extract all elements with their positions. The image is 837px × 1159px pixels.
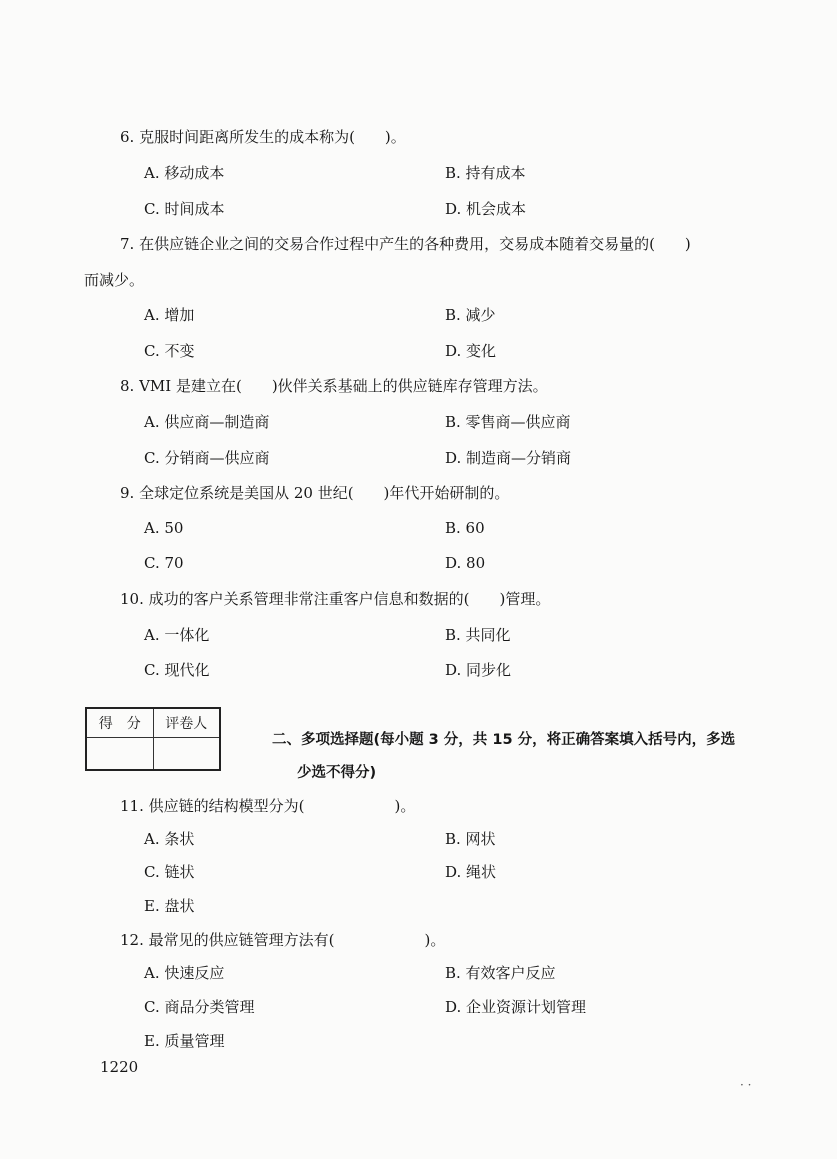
score-cell (86, 738, 153, 771)
option-6a: A. 移动成本 (144, 164, 225, 182)
question-7-continuation: 而减少。 (84, 271, 145, 289)
option-10b: B. 共同化 (445, 626, 511, 644)
option-7d: D. 变化 (445, 342, 497, 360)
option-8a: A. 供应商—制造商 (144, 413, 270, 431)
section-2-heading: 二、多项选择题(每小题 3 分，共 15 分，将正确答案填入括号内，多选 (272, 732, 736, 748)
option-8c: C. 分销商—供应商 (144, 449, 270, 467)
question-10: 10. 成功的客户关系管理非常注重客户信息和数据的( )管理。 (120, 590, 551, 608)
option-12c: C. 商品分类管理 (144, 998, 255, 1016)
question-6: 6. 克服时间距离所发生的成本称为( )。 (120, 128, 406, 146)
option-9d: D. 80 (445, 554, 486, 572)
section-2-heading-cont: 少选不得分) (297, 765, 377, 781)
option-12a: A. 快速反应 (144, 964, 225, 982)
option-12d: D. 企业资源计划管理 (445, 998, 587, 1016)
option-7a: A. 增加 (144, 306, 195, 324)
question-9: 9. 全球定位系统是美国从 20 世纪( )年代开始研制的。 (120, 484, 510, 502)
footer-marks: · · (740, 1078, 752, 1092)
option-11e: E. 盘状 (144, 897, 195, 915)
option-6b: B. 持有成本 (445, 164, 526, 182)
option-12b: B. 有效客户反应 (445, 964, 556, 982)
option-11d: D. 绳状 (445, 863, 497, 881)
grader-label: 评卷人 (153, 708, 220, 738)
option-12e: E. 质量管理 (144, 1032, 225, 1050)
option-6c: C. 时间成本 (144, 200, 225, 218)
option-9a: A. 50 (144, 519, 184, 537)
option-8b: B. 零售商—供应商 (445, 413, 571, 431)
score-box (85, 707, 221, 771)
option-10c: C. 现代化 (144, 661, 210, 679)
option-7b: B. 减少 (445, 306, 496, 324)
score-label: 得 分 (86, 708, 153, 738)
question-7: 7. 在供应链企业之间的交易合作过程中产生的各种费用，交易成本随着交易量的( ) (120, 235, 691, 253)
option-11b: B. 网状 (445, 830, 496, 848)
option-7c: C. 不变 (144, 342, 195, 360)
option-11c: C. 链状 (144, 863, 195, 881)
page-number: 1220 (100, 1058, 139, 1076)
question-8: 8. VMI 是建立在( )伙伴关系基础上的供应链库存管理方法。 (120, 377, 548, 395)
question-11: 11. 供应链的结构模型分为( )。 (120, 797, 416, 815)
option-8d: D. 制造商—分销商 (445, 449, 572, 467)
option-6d: D. 机会成本 (445, 200, 527, 218)
option-10a: A. 一体化 (144, 626, 210, 644)
question-12: 12. 最常见的供应链管理方法有( )。 (120, 931, 446, 949)
option-10d: D. 同步化 (445, 661, 512, 679)
option-11a: A. 条状 (144, 830, 195, 848)
grader-cell (153, 738, 220, 771)
option-9b: B. 60 (445, 519, 485, 537)
option-9c: C. 70 (144, 554, 184, 572)
